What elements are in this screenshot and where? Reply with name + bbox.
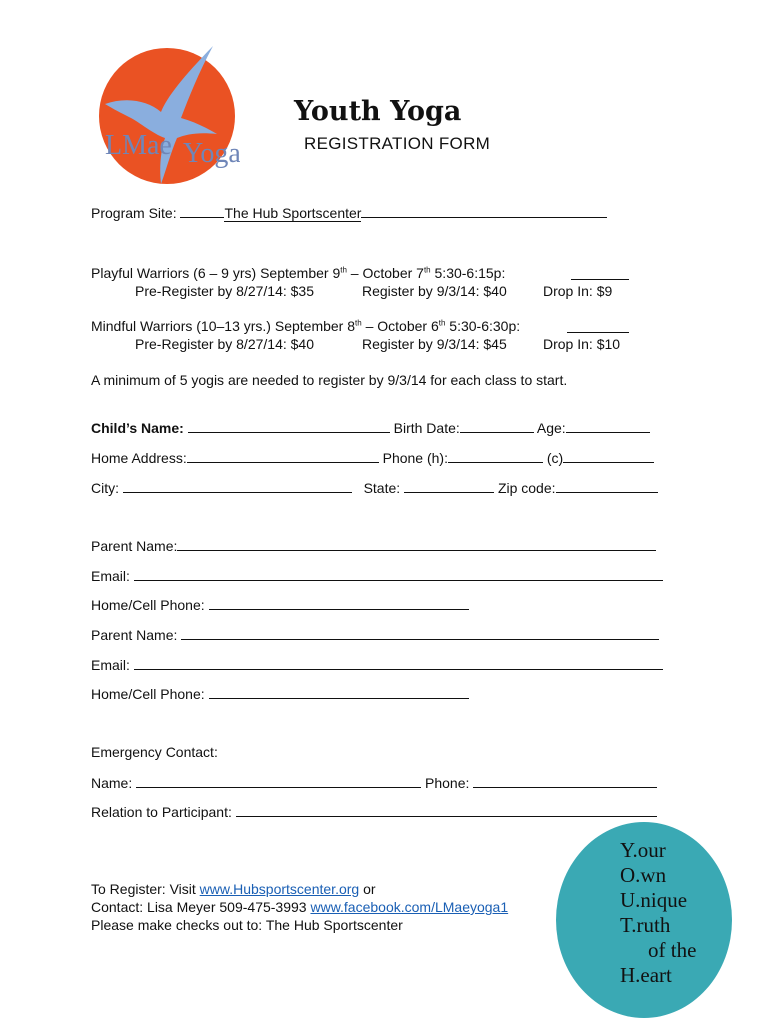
- zip-field[interactable]: [556, 479, 658, 493]
- register-price: Register by 9/3/14: $40: [362, 283, 507, 299]
- logo: [95, 42, 240, 187]
- home-cell-label: Home/Cell Phone:: [91, 597, 205, 613]
- motto-text: [620, 838, 696, 988]
- minimum-note: A minimum of 5 yogis are needed to register by 9/3/14 for each class to start.: [91, 372, 568, 388]
- motto-line: of the: [648, 938, 697, 962]
- class-row: [91, 265, 505, 281]
- class-sup: th: [438, 318, 446, 328]
- logo-graphic: [95, 42, 240, 187]
- register-text: To Register: Visit: [91, 881, 200, 897]
- facebook-link[interactable]: www.facebook.com/LMaeyoga1: [310, 899, 509, 915]
- dropin-price: Drop In: $9: [543, 283, 613, 299]
- birth-date-field[interactable]: [460, 419, 534, 433]
- home-cell-field[interactable]: [209, 685, 469, 699]
- class-checkbox-line[interactable]: [567, 319, 629, 333]
- motto-line: T.ruth: [620, 913, 671, 937]
- register-line: [91, 881, 376, 897]
- state-field[interactable]: [404, 479, 494, 493]
- city-label: City:: [91, 480, 119, 496]
- form-subtitle: REGISTRATION FORM: [304, 134, 491, 153]
- email-field[interactable]: [134, 656, 663, 670]
- emergency-name-label: Name:: [91, 775, 133, 791]
- contact-line: [91, 899, 508, 915]
- parent-name-row: [91, 626, 659, 643]
- motto-line: O.wn: [620, 863, 667, 887]
- class-row: [91, 318, 520, 334]
- contact-text: Contact: Lisa Meyer 509-475-3993: [91, 899, 311, 915]
- phone-cell-field[interactable]: [563, 449, 654, 463]
- email-row: [91, 656, 663, 673]
- parent-name-label: Parent Name:: [91, 627, 178, 643]
- class-time: 5:30-6:15p:: [430, 265, 506, 281]
- class-pricing-row: [135, 283, 314, 299]
- emergency-phone-label: Phone:: [425, 775, 470, 791]
- class-name: Playful Warriors (6 – 9 yrs) September 9: [91, 265, 341, 281]
- email-field[interactable]: [134, 567, 663, 581]
- email-label: Email:: [91, 657, 130, 673]
- logo-text-right: Yoga: [183, 138, 240, 169]
- program-site-row: [91, 204, 607, 221]
- emergency-phone-field[interactable]: [473, 774, 657, 788]
- home-address-row: [91, 449, 654, 466]
- phone-home-field[interactable]: [448, 449, 543, 463]
- birth-date-label: Birth Date:: [393, 420, 460, 436]
- motto-line: U.nique: [620, 888, 688, 912]
- motto-circle: [556, 820, 736, 1020]
- relation-row: [91, 803, 657, 820]
- state-label: State:: [363, 480, 401, 496]
- parent-name-field[interactable]: [181, 626, 659, 640]
- phone-home-label: Phone (h):: [382, 450, 448, 466]
- city-field[interactable]: [123, 479, 352, 493]
- class-name: Mindful Warriors (10–13 yrs.) September 8: [91, 318, 356, 334]
- logo-text-left: LMae: [105, 130, 172, 161]
- relation-label: Relation to Participant:: [91, 804, 232, 820]
- home-address-label: Home Address:: [91, 450, 187, 466]
- hub-website-link[interactable]: www.Hubsportscenter.org: [199, 881, 360, 897]
- home-cell-field[interactable]: [209, 596, 469, 610]
- home-address-field[interactable]: [187, 449, 379, 463]
- home-cell-row: [91, 596, 469, 613]
- register-price: Register by 9/3/14: $45: [362, 336, 507, 352]
- class-time: 5:30-6:30p:: [445, 318, 521, 334]
- class-sup: th: [423, 265, 431, 275]
- parent-name-label: Parent Name:: [91, 538, 178, 554]
- program-site-label: Program Site:: [91, 205, 177, 221]
- motto-line: Y.our: [620, 838, 666, 862]
- program-site-value[interactable]: The Hub Sportscenter: [224, 205, 362, 221]
- home-cell-row: [91, 685, 469, 702]
- age-field[interactable]: [566, 419, 650, 433]
- parent-name-row: [91, 537, 656, 554]
- class-checkbox-line[interactable]: [571, 266, 629, 280]
- class-end-date: – October 7: [346, 265, 424, 281]
- email-label: Email:: [91, 568, 130, 584]
- emergency-heading: Emergency Contact:: [91, 744, 218, 760]
- motto-line: H.eart: [620, 963, 672, 987]
- class-sup: th: [355, 318, 362, 328]
- emergency-name-field[interactable]: [136, 774, 421, 788]
- child-name-field[interactable]: [188, 419, 390, 433]
- parent-name-field[interactable]: [177, 537, 656, 551]
- class-sup: th: [340, 265, 347, 275]
- phone-cell-label: (c): [546, 450, 564, 466]
- register-or: or: [359, 881, 376, 897]
- child-name-label: Child’s Name:: [91, 420, 184, 436]
- child-name-row: [91, 419, 650, 436]
- program-site-pad: [180, 204, 224, 218]
- zip-label: Zip code:: [497, 480, 556, 496]
- program-site-line[interactable]: [361, 204, 607, 218]
- age-label: Age:: [536, 420, 566, 436]
- emergency-name-row: [91, 774, 657, 791]
- dropin-price: Drop In: $10: [543, 336, 621, 352]
- city-row: [91, 479, 658, 496]
- preregister-price: Pre-Register by 8/27/14: $40: [135, 336, 314, 352]
- checks-line: Please make checks out to: The Hub Sportscenter: [91, 917, 403, 933]
- page-title: Youth Yoga: [294, 96, 462, 127]
- email-row: [91, 567, 663, 584]
- relation-field[interactable]: [236, 803, 657, 817]
- preregister-price: Pre-Register by 8/27/14: $35: [135, 283, 314, 299]
- class-end-date: – October 6: [361, 318, 439, 334]
- home-cell-label: Home/Cell Phone:: [91, 686, 205, 702]
